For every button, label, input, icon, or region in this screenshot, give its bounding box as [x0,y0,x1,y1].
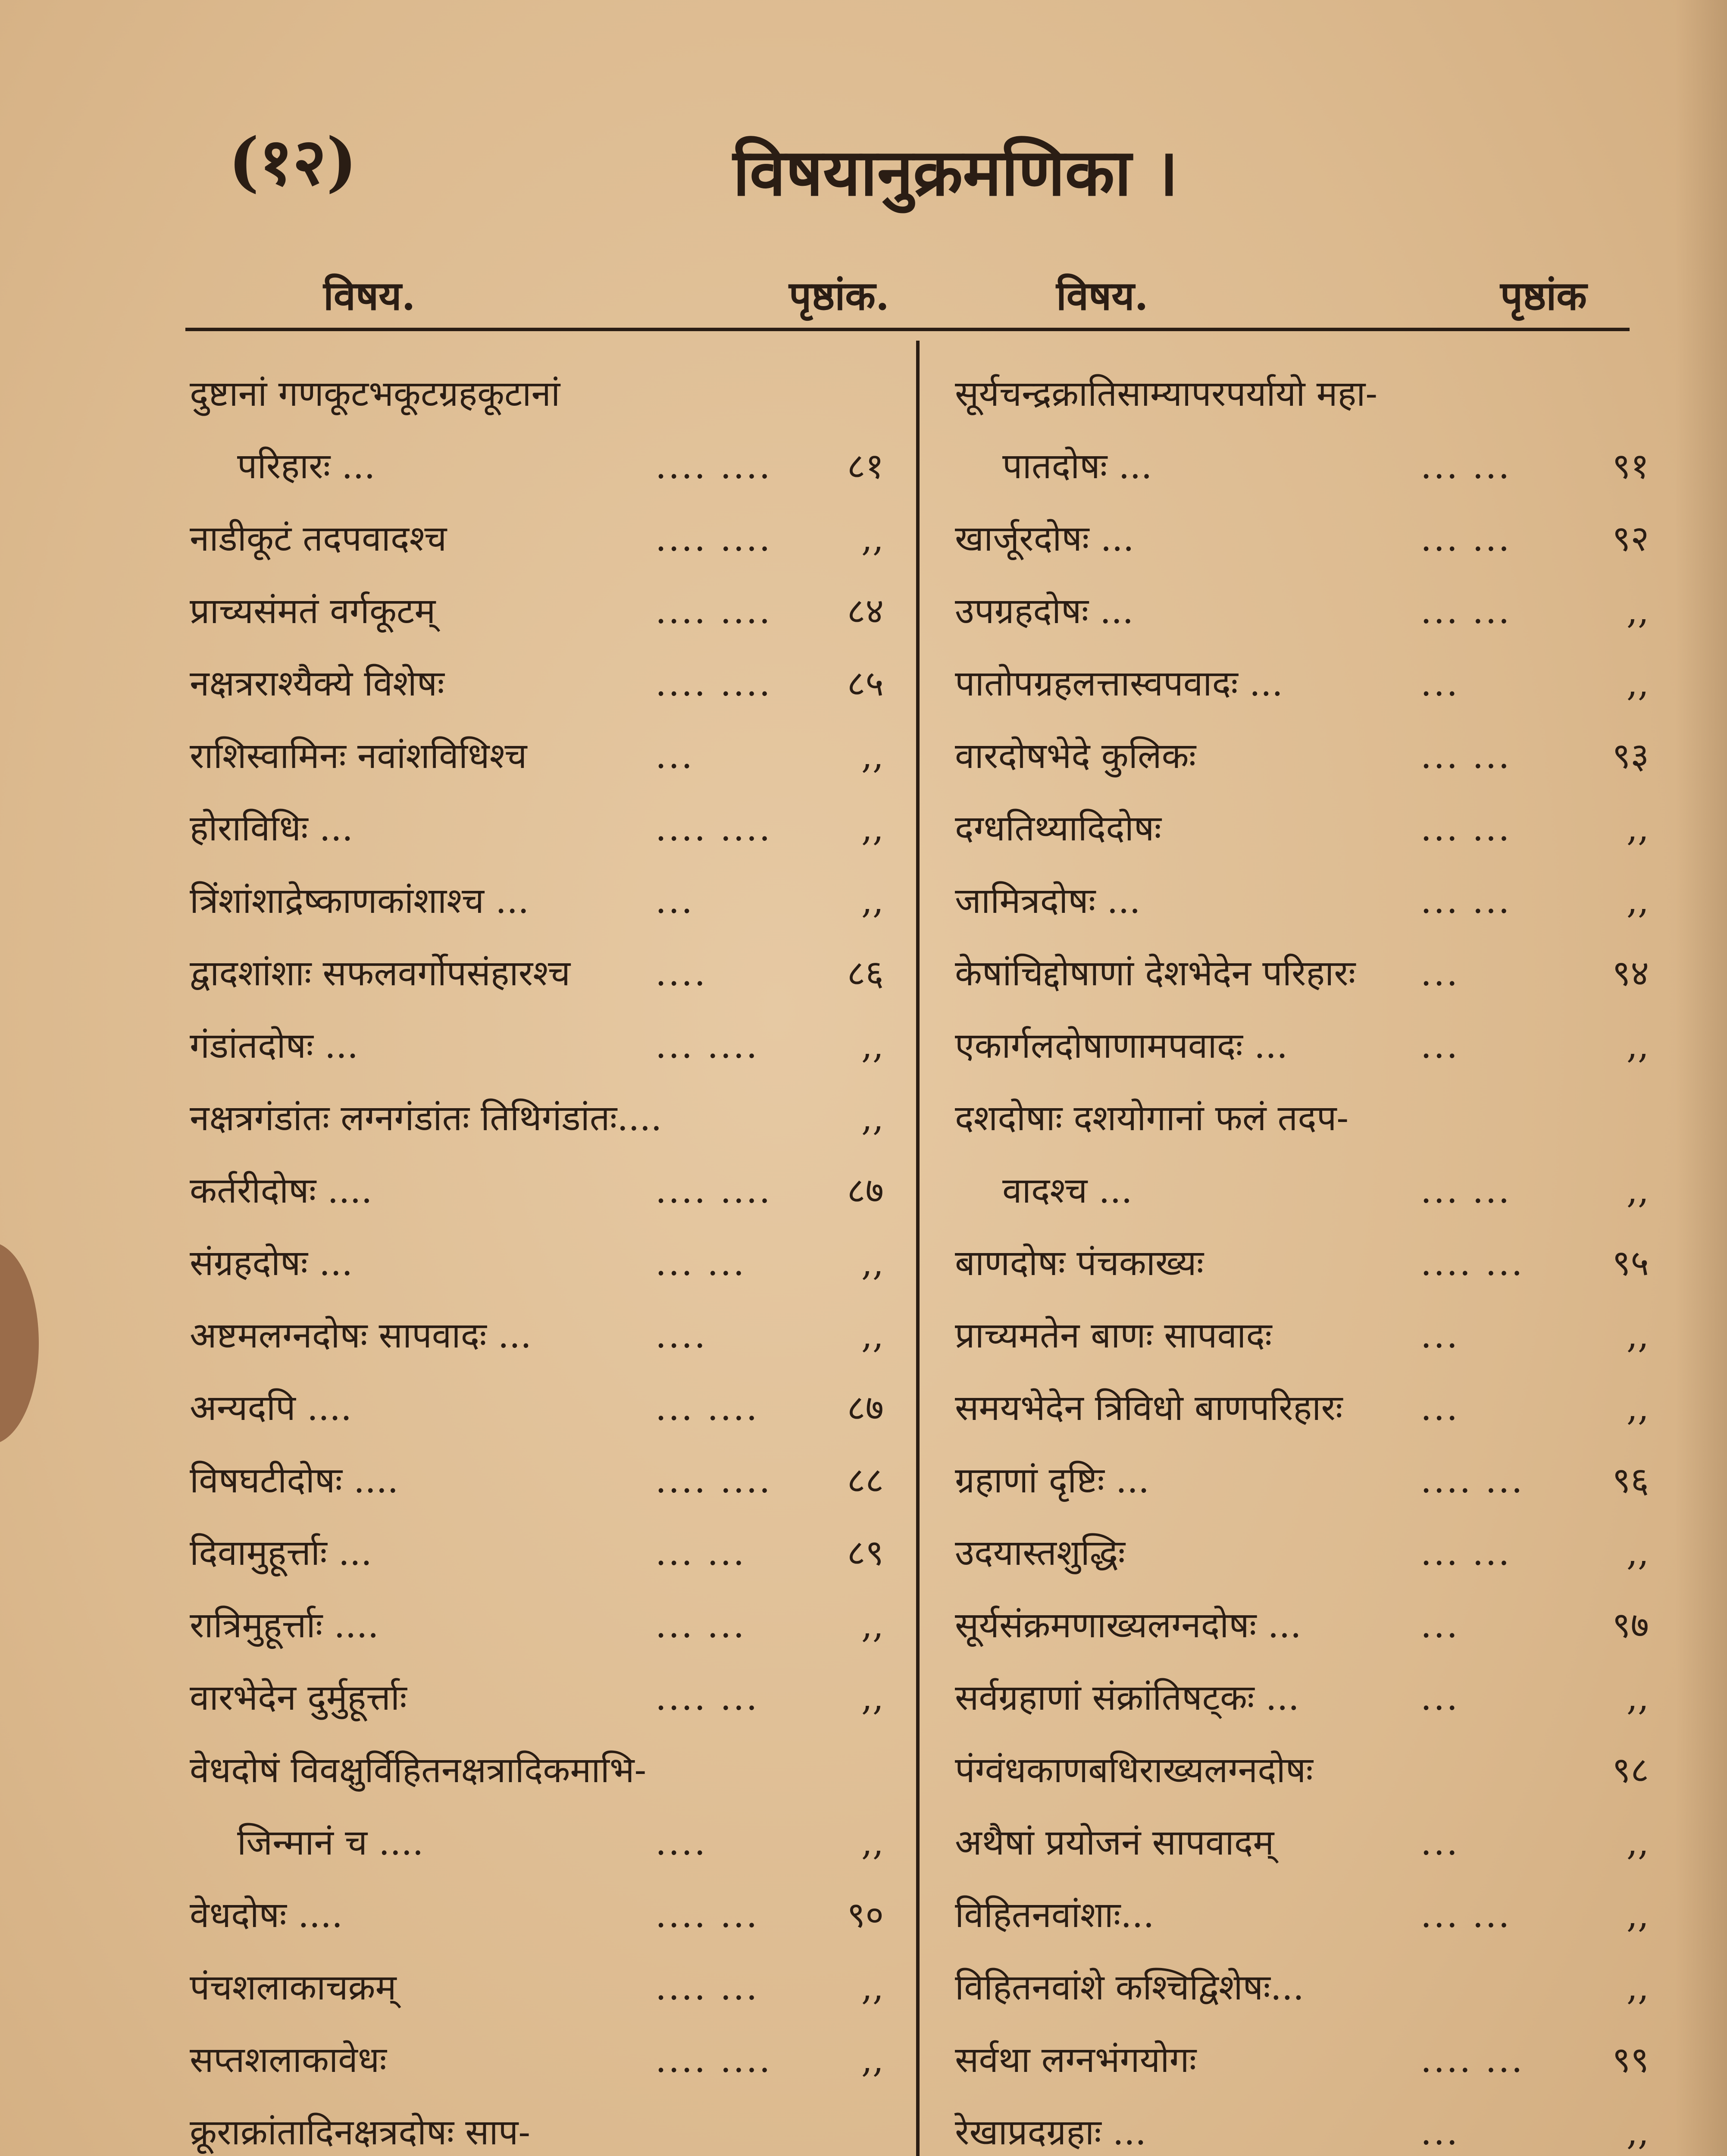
toc-entry-leader: .... [655,1315,707,1356]
toc-entry-text: वारदोषभेदे कुलिकः [955,736,1196,777]
toc-entry-page: ,, [861,1677,884,1718]
toc-entry [190,1807,892,1879]
toc-entry [190,793,892,865]
toc-entry-page: ,, [1626,1025,1649,1066]
toc-entry-text: सर्वग्रहाणां संक्रांतिषट्कः ... [955,1677,1299,1718]
toc-entry-leader: .... [655,953,707,994]
toc-entry-text: नक्षत्रराश्यैक्ये विशेषः [190,663,444,704]
toc-entry-text: नाडीकूटं तदपवादश्च [190,518,447,559]
toc-entry-page: ,, [861,808,884,849]
toc-entry-page: ,, [1626,2112,1649,2153]
toc-entry-leader: ... ... [1420,518,1511,559]
toc-entry-page: ,, [1626,1388,1649,1429]
page-number: (१२) [228,124,357,200]
toc-entry [955,648,1658,720]
header-rule [185,328,1630,331]
toc-entry-page: ८७ [847,1170,884,1211]
toc-entry [190,865,892,937]
toc-entry-text: पातदोषः ... [1002,446,1152,487]
toc-entry [190,430,892,503]
toc-entry-text: रेखाप्रदग्रहाः ... [955,2112,1146,2153]
toc-entry-leader: ... ... [1420,736,1511,777]
toc-entry [955,1300,1658,1372]
toc-entry-text: होराविधिः ... [190,808,353,849]
toc-entry-text: सूर्यसंक्रमणाख्यलग्नदोषः ... [955,1605,1302,1646]
toc-entry-leader: .... .... [655,2040,772,2081]
toc-entry-page: ,, [1626,1532,1649,1573]
toc-entry-text: नक्षत्रगंडांतः लग्नगंडांतः तिथिगंडांतः.... [190,1098,662,1139]
toc-entry [955,793,1658,865]
toc-entry-page: ,, [861,1605,884,1646]
toc-entry [955,1517,1658,1589]
toc-entry-text: विहितनवांशे कश्चिद्विशेषः... [955,1967,1304,2008]
toc-entry-leader: ... ... [1420,446,1511,487]
toc-entry [190,575,892,648]
right-page-header: पृष्ठांक [1500,273,1587,319]
toc-entry-text: केषांचिद्दोषाणां देशभेदेन परिहारः [955,953,1356,994]
toc-entry [190,1010,892,1082]
toc-entry-text: पातोपग्रहलत्तास्वपवादः ... [955,663,1283,704]
toc-entry-text: गंडांतदोषः ... [190,1025,359,1066]
toc-entry-page: ,, [1626,591,1649,632]
toc-entry-leader: ... [1420,1025,1460,1066]
toc-entry-text: संग्रहदोषः ... [190,1243,353,1284]
toc-entry-page: ,, [861,1822,884,1863]
toc-entry-leader: ... ... [1420,591,1511,632]
toc-entry-text: दशदोषाः दशयोगानां फलं तदप- [955,1098,1349,1139]
toc-entry-leader: .... .... [655,518,772,559]
toc-entry [190,2024,892,2096]
toc-entry-text: विषघटीदोषः .... [190,1460,399,1501]
toc-entry-leader: .... ... [1420,1460,1524,1501]
toc-entry [955,937,1658,1010]
toc-entry [955,865,1658,937]
toc-entry-text: राशिस्वामिनः नवांशविधिश्च [190,736,527,777]
toc-entry-leader: ... ... [655,1605,746,1646]
toc-entry-leader: ... ... [1420,1895,1511,1936]
right-column [955,358,1658,2156]
toc-entry-leader: ... [655,736,695,777]
toc-entry [190,503,892,575]
toc-entry-page: ,, [861,881,884,921]
toc-entry-page: ९२ [1612,518,1649,559]
toc-entry-leader: ... [1420,2112,1460,2153]
toc-entry-text: वारभेदेन दुर्मुहूर्त्ताः [190,1677,407,1718]
toc-entry-leader: ... [1420,953,1460,994]
toc-entry-page: ,, [861,1025,884,1066]
toc-entry-page: ,, [1626,1170,1649,1211]
toc-entry-leader: ... .... [655,1025,759,1066]
toc-entry [190,1879,892,1952]
toc-entry [190,1372,892,1445]
toc-entry-text: पंग्वंधकाणबधिराख्यलग्नदोषः [955,1750,1313,1791]
toc-entry-page: ९१ [1612,446,1649,487]
toc-entry-leader: .... .... [655,591,772,632]
toc-entry-text: त्रिंशांशाद्रेष्काणकांशाश्च ... [190,881,529,921]
toc-entry-page: ,, [1626,663,1649,704]
toc-entry-leader: ... [1420,1822,1460,1863]
toc-entry-text: दिवामुहूर्त्ताः ... [190,1532,372,1573]
toc-entry-page: ९७ [1612,1605,1649,1646]
toc-entry-text: दुष्टानां गणकूटभकूटग्रहकूटानां [190,373,560,414]
toc-entry-leader: ... ... [1420,881,1511,921]
toc-entry-text: सप्तशलाकावेधः [190,2040,387,2081]
toc-entry [955,1155,1658,1227]
toc-entry-page: ,, [1626,881,1649,921]
toc-entry-page: ,, [861,1315,884,1356]
toc-entry [955,1734,1658,1807]
toc-entry-leader: ... ... [1420,1170,1511,1211]
toc-entry-page: ९६ [1612,1460,1649,1501]
toc-entry-page: ९५ [1612,1243,1649,1284]
left-subject-header: विषय. [323,273,416,319]
toc-entry-text: उपग्रहदोषः ... [955,591,1134,632]
toc-entry [190,2096,892,2156]
toc-entry-leader: ... [1420,1605,1460,1646]
toc-entry [955,1952,1658,2024]
toc-entry [190,1300,892,1372]
toc-entry-text: समयभेदेन त्रिविधो बाणपरिहारः [955,1388,1343,1429]
toc-entry-page: ,, [1626,1677,1649,1718]
toc-entry-leader: .... .... [655,1170,772,1211]
toc-entry [955,1010,1658,1082]
toc-entry-page: ,, [861,1098,884,1139]
toc-entry-text: बाणदोषः पंचकाख्यः [955,1243,1204,1284]
toc-entry [955,1445,1658,1517]
toc-entry [190,1517,892,1589]
toc-entry-leader: .... ... [655,1677,759,1718]
toc-entry [955,1807,1658,1879]
toc-entry-leader: ... [1420,663,1460,704]
toc-entry [190,1445,892,1517]
toc-entry-page: ८७ [847,1388,884,1429]
toc-entry-text: वादश्च ... [1002,1170,1133,1211]
toc-entry [955,1372,1658,1445]
toc-entry [190,1734,892,1807]
thumb-shadow [0,1242,39,1445]
toc-entry-leader: .... [655,1822,707,1863]
toc-entry [955,358,1658,430]
toc-entry-text: परिहारः ... [237,446,375,487]
toc-entry-leader: ... [655,881,695,921]
toc-entry-page: ९९ [1612,2040,1649,2081]
toc-entry-leader: ... ... [1420,808,1511,849]
toc-entry-text: ग्रहाणां दृष्टिः ... [955,1460,1150,1501]
toc-entry-leader: ... .... [655,1388,759,1429]
toc-entry-page: ,, [861,736,884,777]
toc-entry-text: दग्धतिथ्यादिदोषः [955,808,1161,849]
left-column [190,358,892,2156]
toc-entry-page: ८४ [847,591,884,632]
toc-entry-text: पंचशलाकाचक्रम् [190,1967,397,2008]
toc-entry [955,1082,1658,1155]
toc-entry [190,720,892,793]
toc-entry-leader: .... .... [655,663,772,704]
toc-entry-leader: ... ... [655,1243,746,1284]
toc-entry-text: खार्जूरदोषः ... [955,518,1134,559]
toc-entry [190,937,892,1010]
toc-entry-leader: .... ... [1420,1243,1524,1284]
page-title: विषयानुक्रमणिका । [733,135,1179,210]
toc-entry-page: ८५ [847,663,884,704]
toc-entry-text: प्राच्यसंमतं वर्गकूटम् [190,591,436,632]
toc-entry-leader: ... [1420,1388,1460,1429]
toc-entry-page: ९८ [1612,1750,1649,1791]
toc-entry [955,1879,1658,1952]
toc-entry [955,503,1658,575]
toc-entry [955,2096,1658,2156]
toc-entry-text: विहितनवांशाः... [955,1895,1154,1936]
toc-entry-text: क्रूराक्रांतादिनक्षत्रदोषः साप- [190,2112,531,2153]
toc-entry-page: ८१ [847,446,884,487]
right-subject-header: विषय. [1056,273,1148,319]
toc-entry-text: अष्टमलग्नदोषः सापवादः ... [190,1315,532,1356]
page-edge-shading [1675,0,1727,2156]
toc-entry-leader: ... ... [1420,1532,1511,1573]
toc-entry-leader: .... ... [1420,2040,1524,2081]
toc-entry [955,1589,1658,1662]
toc-entry-leader: ... [1420,1677,1460,1718]
toc-entry-page: ८९ [847,1532,884,1573]
toc-entry-page: ,, [861,1243,884,1284]
toc-entry-page: ,, [1626,1895,1649,1936]
toc-entry [955,720,1658,793]
left-page-header: पृष्ठांक. [789,273,889,319]
toc-entry-text: वेधदोषं विवक्षुर्विहितनक्षत्रादिकमाभि- [190,1750,647,1791]
toc-entry-page: ,, [1626,1315,1649,1356]
toc-entry [190,358,892,430]
toc-entry-page: ९३ [1612,736,1649,777]
toc-entry-text: अथैषां प्रयोजनं सापवादम् [955,1822,1274,1863]
toc-entry-text: रात्रिमुहूर्त्ताः .... [190,1605,379,1646]
toc-entry-text: सर्वथा लग्नभंगयोगः [955,2040,1197,2081]
toc-entry-text: एकार्गलदोषाणामपवादः ... [955,1025,1288,1066]
toc-entry-page: ९४ [1612,953,1649,994]
toc-entry [190,1662,892,1734]
toc-entry-page: ,, [1626,1822,1649,1863]
toc-entry-page: ८६ [847,953,884,994]
toc-entry-text: सूर्यचन्द्रक्रातिसाम्यापरपर्यायो महा- [955,373,1378,414]
toc-entry-page: ,, [1626,1967,1649,2008]
toc-entry [955,575,1658,648]
toc-entry-leader: ... [1420,1315,1460,1356]
toc-entry [190,1227,892,1300]
column-divider [916,341,920,2156]
toc-entry-page: ८८ [847,1460,884,1501]
toc-entry-text: द्वादशांशाः सफलवर्गोपसंहारश्च [190,953,571,994]
toc-entry-page: ९० [847,1895,884,1936]
toc-entry-page: ,, [861,518,884,559]
toc-entry-text: जामित्रदोषः ... [955,881,1141,921]
toc-entry-leader: .... .... [655,446,772,487]
toc-entry-text: वेधदोषः .... [190,1895,343,1936]
toc-entry [955,2024,1658,2096]
toc-entry-text: प्राच्यमतेन बाणः सापवादः [955,1315,1272,1356]
toc-entry [955,1227,1658,1300]
toc-entry-leader: .... .... [655,808,772,849]
toc-entry [955,1662,1658,1734]
toc-entry-page: ,, [861,2040,884,2081]
toc-entry [190,1155,892,1227]
toc-entry-leader: .... ... [655,1967,759,2008]
toc-entry-text: कर्तरीदोषः .... [190,1170,372,1211]
toc-entry-page: ,, [1626,808,1649,849]
toc-entry [190,1589,892,1662]
toc-entry [955,430,1658,503]
toc-entry-leader: ... ... [655,1532,746,1573]
toc-entry [190,1952,892,2024]
toc-entry-leader: .... .... [655,1460,772,1501]
toc-entry [190,648,892,720]
toc-entry-text: जिन्मानं च .... [237,1822,424,1863]
toc-entry-leader: .... ... [655,1895,759,1936]
toc-entry-text: उदयास्तशुद्धिः [955,1532,1125,1573]
toc-entry-text: अन्यदपि .... [190,1388,352,1429]
toc-entry [190,1082,892,1155]
toc-entry-page: ,, [861,1967,884,2008]
